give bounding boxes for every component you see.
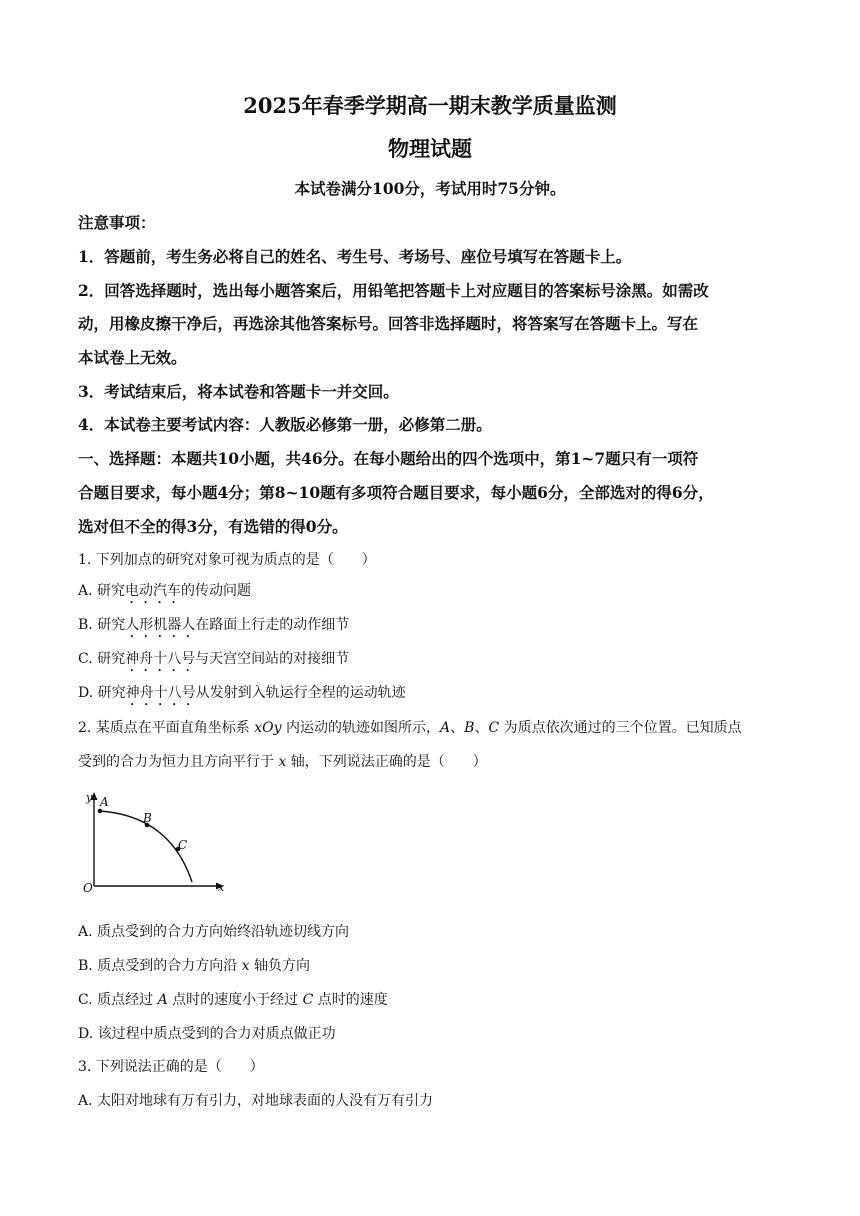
- question-2-option-a: A. 质点受到的合力方向始终沿轨迹切线方向: [78, 924, 350, 940]
- question-2-stem-line-2: 受到的合力为恒力且方向平行于 x 轴，下列说法正确的是（ ）: [78, 754, 487, 770]
- section-1-line-3: 选对但不全的得3分，有选错的得0分。: [78, 517, 348, 536]
- question-2-option-c: C. 质点经过 A 点时的速度小于经过 C 点时的速度: [78, 992, 388, 1008]
- section-1-line-1: 一、选择题：本题共10小题，共46分。在每小题给出的四个选项中，第1~7题只有一项符: [78, 449, 699, 468]
- point-a-label: A: [100, 795, 109, 809]
- score-line: 本试卷满分100分，考试用时75分钟。: [294, 179, 566, 198]
- question-1-option-c: C. 研究神舟十八号与天宫空间站的对接细节: [78, 651, 350, 667]
- point-a-marker: [98, 809, 103, 814]
- notes-heading: 注意事项：: [78, 213, 156, 232]
- note-1: 1．答题前，考生务必将自己的姓名、考生号、考场号、座位号填写在答题卡上。: [78, 247, 632, 266]
- x-axis-label: x: [218, 881, 225, 894]
- note-4: 4．本试卷主要考试内容：人教版必修第一册，必修第二册。: [78, 415, 492, 434]
- point-b-label: B: [143, 811, 152, 825]
- question-1-option-b: B. 研究人形机器人在路面上行走的动作细节: [78, 617, 350, 633]
- trajectory-figure: [78, 788, 238, 900]
- point-c-label: C: [178, 838, 188, 852]
- note-2-line-1: 2．回答选择题时，选出每小题答案后，用铅笔把答题卡上对应题目的答案标号涂黑。如需改: [78, 281, 709, 300]
- question-3-option-a: A. 太阳对地球有万有引力，对地球表面的人没有万有引力: [78, 1093, 434, 1109]
- question-1-option-d: D. 研究神舟十八号从发射到入轨运行全程的运动轨迹: [78, 685, 406, 701]
- document-subtitle: 物理试题: [388, 136, 472, 161]
- question-2-stem-line-1: 2. 某质点在平面直角坐标系 xOy 内运动的轨迹如图所示，A、B、C 为质点依次通过的三个位置。已知质点: [78, 720, 742, 736]
- question-2-option-b: B. 质点受到的合力方向沿 x 轴负方向: [78, 958, 310, 974]
- section-1-line-2: 合题目要求，每小题4分；第8~10题有多项符合题目要求，每小题6分，全部选对的得6分，: [78, 483, 714, 502]
- question-1-stem: 1. 下列加点的研究对象可视为质点的是（ ）: [78, 552, 376, 568]
- document-title: 2025年春季学期高一期末教学质量监测: [243, 93, 617, 118]
- y-axis-label: y: [86, 791, 93, 804]
- question-2-option-d: D. 该过程中质点受到的合力对质点做正功: [78, 1026, 336, 1042]
- note-2-line-2: 动，用橡皮擦干净后，再选涂其他答案标号。回答非选择题时，将答案写在答题卡上。写在: [78, 314, 699, 333]
- origin-label: O: [83, 881, 93, 895]
- question-1-option-a: A. 研究电动汽车的传动问题: [78, 583, 252, 599]
- note-2-line-3: 本试卷上无效。: [78, 348, 187, 367]
- question-3-stem: 3. 下列说法正确的是（ ）: [78, 1059, 264, 1075]
- note-3: 3．考试结束后，将本试卷和答题卡一并交回。: [78, 382, 399, 401]
